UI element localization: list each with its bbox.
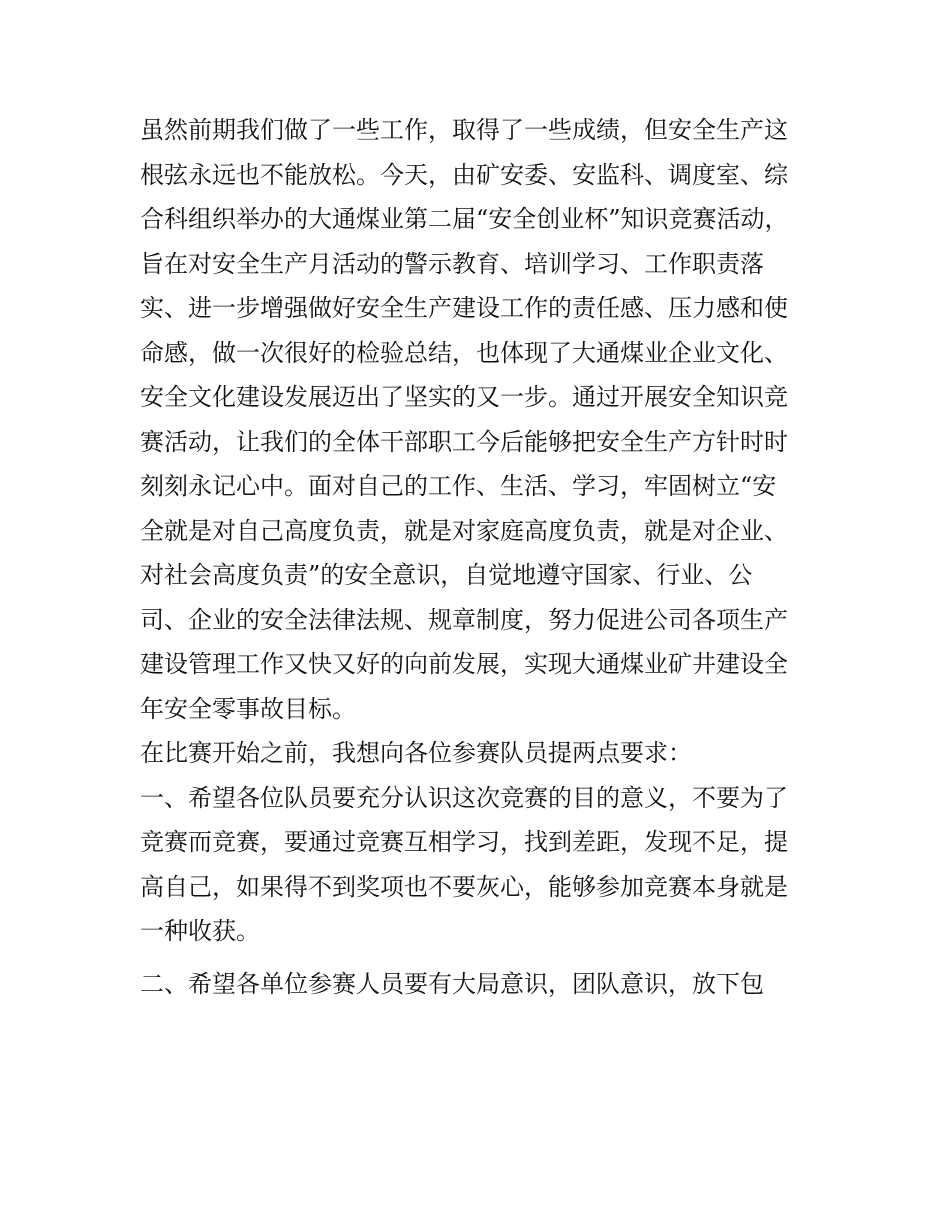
paragraph-requirements-intro xyxy=(140,731,820,776)
text-line: 对社会高度负责”的安全意识，自觉地遵守国家、行业、公 xyxy=(140,561,753,589)
text-line: 刻刻永记心中。面对自己的工作、生活、学习，牢固树立“安 xyxy=(140,472,777,500)
paragraph-gap xyxy=(140,954,820,962)
text-line: 安全文化建设发展迈出了坚实的又一步。通过开展安全知识竞 xyxy=(140,383,788,411)
text-line: 年安全零事故目标。 xyxy=(140,694,356,723)
text-line: 合科组织举办的大通煤业第二届“安全创业杯”知识竞赛活动， xyxy=(140,205,789,233)
text-line: 旨在对安全生产月活动的警示教育、培训学习、工作职责落 xyxy=(140,249,764,278)
paragraph-requirement-one xyxy=(140,776,820,954)
text-line: 全就是对自己高度负责，就是对家庭高度负责，就是对企业、 xyxy=(140,516,788,545)
text-line: 在比赛开始之前，我想向各位参赛队员提两点要求： xyxy=(140,739,692,767)
text-line: 根弦永远也不能放松。今天，由矿安委、安监科、调度室、综 xyxy=(140,160,788,189)
paragraph-intro xyxy=(140,108,820,731)
text-line: 司、企业的安全法律法规、规章制度，努力促进公司各项生产 xyxy=(140,605,788,634)
text-line: 一种收获。 xyxy=(140,917,260,945)
text-line: 虽然前期我们做了一些工作，取得了一些成绩，但安全生产这 xyxy=(140,116,788,144)
text-line: 二、希望各单位参赛人员要有大局意识，团队意识，放下包 xyxy=(140,969,764,998)
text-line: 高自己，如果得不到奖项也不要灰心，能够参加竞赛本身就是 xyxy=(140,872,788,901)
text-line: 实、进一步增强做好安全生产建设工作的责任感、压力感和使 xyxy=(140,294,788,322)
text-line: 赛活动，让我们的全体干部职工今后能够把安全生产方针时时 xyxy=(140,427,788,456)
text-line: 命感，做一次很好的检验总结，也体现了大通煤业企业文化、 xyxy=(140,338,788,367)
text-line: 建设管理工作又快又好的向前发展，实现大通煤业矿井建设全 xyxy=(140,650,788,678)
text-line: 竞赛而竞赛，要通过竞赛互相学习，找到差距，发现不足，提 xyxy=(140,828,788,856)
text-line: 一、希望各位队员要充分认识这次竞赛的目的意义，不要为了 xyxy=(140,783,788,812)
paragraph-requirement-two xyxy=(140,962,820,1007)
document-body xyxy=(140,108,820,1006)
